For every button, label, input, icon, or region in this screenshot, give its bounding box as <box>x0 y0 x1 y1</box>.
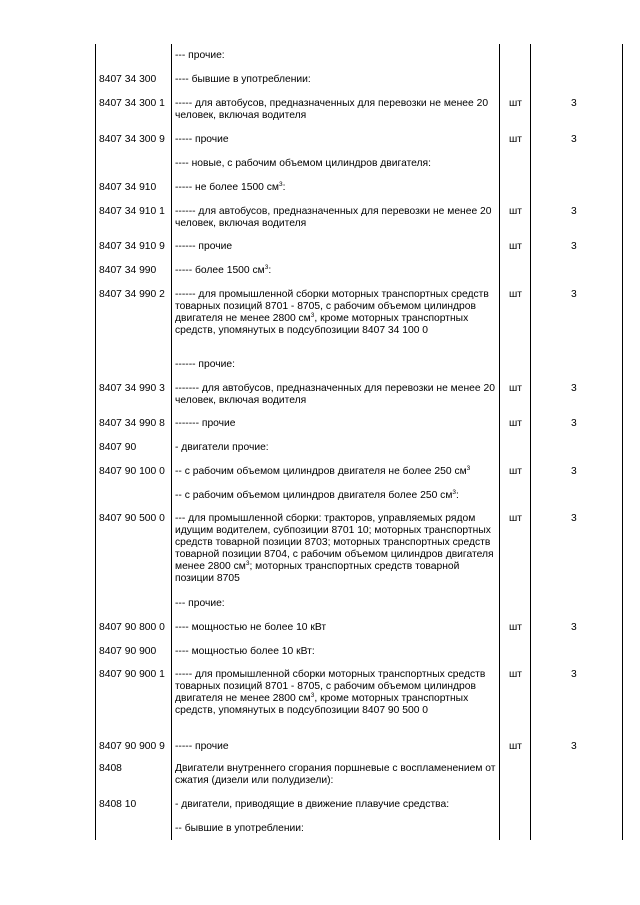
column-divider <box>95 44 96 840</box>
unit-of-measure: шт <box>509 241 522 252</box>
description-text: Двигатели внутреннего сгорания поршневые с воспламенением от сжатия (дизели или полудизели): <box>175 763 496 786</box>
duty-rate: 3 <box>571 134 577 145</box>
duty-rate: 3 <box>571 622 577 633</box>
item-description <box>175 622 497 634</box>
description-text-tail: ; моторных транспортных средств товарной позиции 8705 <box>175 561 460 584</box>
item-description <box>175 741 497 753</box>
item-description <box>175 598 497 610</box>
description-text: ------ прочие <box>175 241 233 252</box>
description-text: -- с рабочим объемом цилиндров двигателя не более 250 см <box>175 466 467 477</box>
duty-rate: 3 <box>571 669 577 680</box>
item-description <box>175 466 497 478</box>
duty-rate: 3 <box>571 206 577 217</box>
tnved-code: 8407 90 500 0 <box>99 513 165 524</box>
unit-superscript: 3 <box>245 560 250 567</box>
description-text: ------ прочие: <box>175 359 235 370</box>
description-text-tail: , кроме моторных транспортных средств, упомянутых в подсубпозиции 8407 90 500 0 <box>175 693 469 716</box>
item-description <box>175 383 497 407</box>
item-description <box>175 669 497 717</box>
description-text: ------- для автобусов, предназначенных для перевозки не менее 20 человек, включая водителя <box>175 383 495 406</box>
unit-of-measure: шт <box>509 466 522 477</box>
item-description <box>175 442 497 454</box>
description-text-tail: , кроме моторных транспортных средств, упомянутых в подсубпозиции 8407 34 100 0 <box>175 313 469 336</box>
unit-superscript: 3 <box>452 489 457 496</box>
unit-superscript: 3 <box>310 692 315 699</box>
tnved-code: 8407 34 300 <box>99 74 157 85</box>
description-text-tail: : <box>268 265 272 276</box>
item-description <box>175 513 497 585</box>
unit-of-measure: шт <box>509 134 522 145</box>
duty-rate: 3 <box>571 241 577 252</box>
duty-rate: 3 <box>571 466 577 477</box>
column-divider <box>171 44 172 840</box>
item-description <box>175 490 497 502</box>
item-description <box>175 646 497 658</box>
description-text: - двигатели, приводящие в движение плавучие средства: <box>175 799 450 810</box>
description-text: ----- для автобусов, предназначенных для перевозки не менее 20 человек, включая водителя <box>175 98 489 121</box>
unit-superscript: 3 <box>279 181 283 188</box>
duty-rate: 3 <box>571 741 577 752</box>
item-description <box>175 50 497 62</box>
item-description <box>175 206 497 230</box>
unit-of-measure: шт <box>509 418 522 429</box>
tnved-code: 8407 34 990 3 <box>99 383 165 394</box>
unit-of-measure: шт <box>509 669 522 680</box>
tnved-code: 8407 90 900 <box>99 646 157 657</box>
item-description <box>175 158 497 170</box>
item-description <box>175 289 497 337</box>
unit-of-measure: шт <box>509 98 522 109</box>
item-description <box>175 74 497 86</box>
tnved-code: 8408 10 <box>99 799 137 810</box>
column-divider <box>530 44 531 840</box>
tnved-code: 8407 90 900 1 <box>99 669 165 680</box>
duty-rate: 3 <box>571 418 577 429</box>
tnved-code: 8407 34 990 8 <box>99 418 165 429</box>
description-text: ----- прочие <box>175 134 229 145</box>
tnved-code: 8407 90 <box>99 442 137 453</box>
description-text: --- для промышленной сборки: тракторов, управляемых рядом идущим водителем, субпозиции 8701 10; моторных транспортных средств товарной позиции 8703; моторных транспортных средств товарной позиции 8704, с рабочим объемом цилиндров двигателя менее 2800 см <box>175 513 494 572</box>
tnved-code: 8407 90 900 9 <box>99 741 165 752</box>
description-text: ---- новые, с рабочим объемом цилиндров двигателя: <box>175 158 431 169</box>
tnved-code: 8407 34 910 1 <box>99 206 165 217</box>
description-text: ------ для автобусов, предназначенных для перевозки не менее 20 человек, включая водителя <box>175 206 492 229</box>
tnved-code: 8407 34 990 <box>99 265 157 276</box>
duty-rate: 3 <box>571 513 577 524</box>
tnved-code: 8407 90 100 0 <box>99 466 165 477</box>
item-description <box>175 823 497 835</box>
description-text: - двигатели прочие: <box>175 442 269 453</box>
description-text-tail: : <box>282 182 286 193</box>
description-text: -- бывшие в употреблении: <box>175 823 304 834</box>
unit-of-measure: шт <box>509 622 522 633</box>
description-text: ------ для промышленной сборки моторных транспортных средств товарных позиций 8701 - 8705, с рабочим объемом цилиндров двигателя не менее 2800 см <box>175 289 489 324</box>
item-description <box>175 763 497 787</box>
item-description <box>175 241 497 253</box>
description-text: --- прочие: <box>175 598 225 609</box>
item-description <box>175 799 497 811</box>
column-divider <box>499 44 500 840</box>
description-text-tail: : <box>456 490 459 501</box>
item-description <box>175 98 497 122</box>
description-text: --- прочие: <box>175 50 225 61</box>
tnved-code: 8407 34 300 1 <box>99 98 165 109</box>
item-description <box>175 265 497 277</box>
tnved-code: 8407 90 800 0 <box>99 622 165 633</box>
item-description <box>175 182 497 194</box>
unit-of-measure: шт <box>509 206 522 217</box>
tnved-code: 8407 34 990 2 <box>99 289 165 300</box>
description-text: ----- более 1500 см <box>175 265 265 276</box>
description-text: -- с рабочим объемом цилиндров двигателя более 250 см <box>175 490 453 501</box>
description-text: ---- мощностью не более 10 кВт <box>175 622 327 633</box>
duty-rate: 3 <box>571 98 577 109</box>
tnved-code: 8407 34 910 <box>99 182 157 193</box>
duty-rate: 3 <box>571 383 577 394</box>
unit-of-measure: шт <box>509 289 522 300</box>
item-description <box>175 418 497 430</box>
tnved-code: 8408 <box>99 763 122 774</box>
column-divider <box>622 44 623 840</box>
duty-rate: 3 <box>571 289 577 300</box>
description-text: ----- прочие <box>175 741 229 752</box>
unit-superscript: 3 <box>466 465 471 472</box>
tnved-code: 8407 34 910 9 <box>99 241 165 252</box>
description-text: ------- прочие <box>175 418 236 429</box>
description-text: ----- для промышленной сборки моторных транспортных средств товарных позиций 8701 - 8705, с рабочим объемом цилиндров двигателя не менее 2800 см <box>175 669 486 704</box>
unit-superscript: 3 <box>264 264 269 271</box>
description-text: ---- мощностью более 10 кВт: <box>175 646 315 657</box>
item-description <box>175 134 497 146</box>
item-description <box>175 359 497 371</box>
unit-superscript: 3 <box>310 312 315 319</box>
description-text: ---- бывшие в употреблении: <box>175 74 311 85</box>
tnved-code: 8407 34 300 9 <box>99 134 165 145</box>
unit-of-measure: шт <box>509 741 522 752</box>
description-text: ----- не более 1500 см <box>175 182 279 193</box>
unit-of-measure: шт <box>509 513 522 524</box>
unit-of-measure: шт <box>509 383 522 394</box>
